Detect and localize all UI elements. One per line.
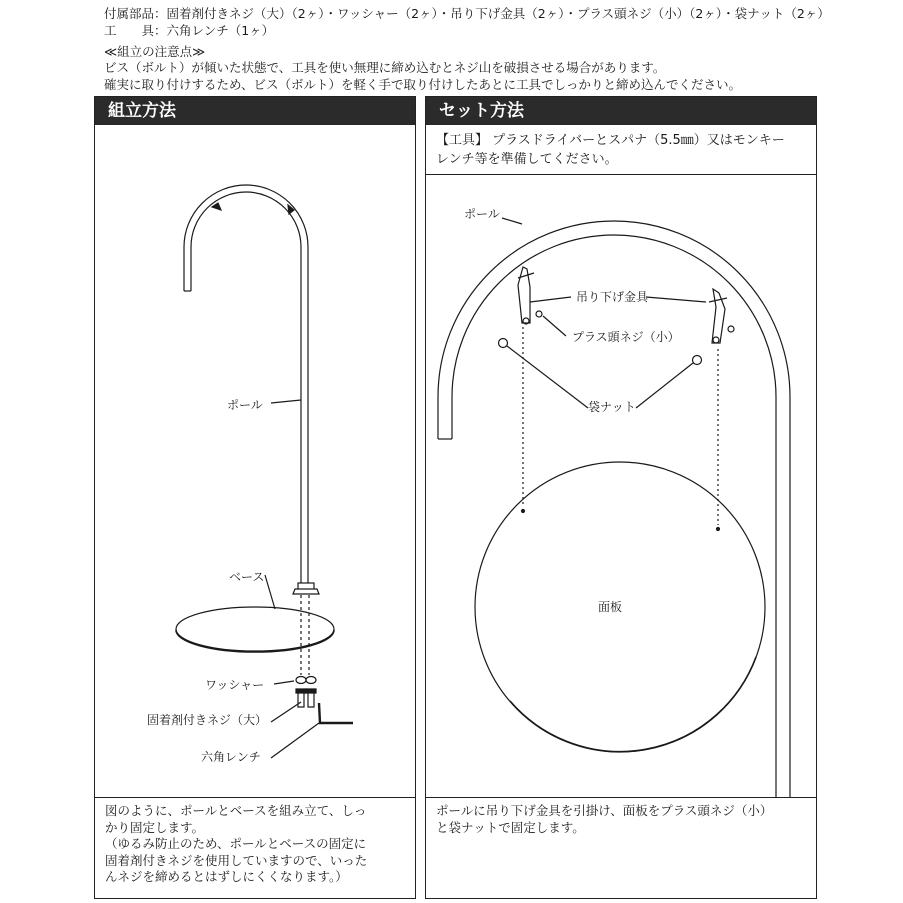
tools-list: 工 具：六角レンチ（1ヶ） [104, 23, 275, 38]
hanger-right [709, 289, 734, 343]
caption-line: と袋ナットで固定します。 [436, 819, 585, 835]
caption-line: 固着剤付きネジを使用していますので、いった [105, 852, 368, 868]
caption-line: かり固定します。 [105, 819, 205, 835]
pole-inner [191, 192, 301, 589]
label-screw-large: 固着剤付きネジ（大） [147, 713, 268, 727]
washer-1 [296, 677, 306, 684]
hanger-left [518, 267, 542, 324]
assembly-panel [94, 96, 416, 899]
assembly-caption [95, 797, 415, 898]
caption-line: ポールに吊り下げ金具を引掛け、面板をプラス頭ネジ（小） [436, 803, 773, 818]
hex-wrench [319, 703, 353, 723]
label-screw-small: プラス頭ネジ（小） [572, 330, 680, 344]
set-title: セット方法 [426, 97, 816, 125]
assembly-diagram [95, 97, 417, 797]
label-washer: ワッシャー [205, 678, 265, 692]
note-2: 確実に取り付けするため、ビス（ボルト）を軽く手で取り付けしたあとに工具でしっかりと締め込んでください。 [104, 77, 742, 92]
label-hanger: 吊り下げ金具 [576, 290, 649, 304]
notes-title: ≪組立の注意点≫ [104, 44, 206, 59]
label-cap-nut: 袋ナット [588, 400, 636, 414]
parts-list: 付属部品：固着剤付きネジ（大）（2ヶ）・ワッシャー（2ヶ）・吊り下げ金具（2ヶ）・プラス頭ネジ（小）（2ヶ）・袋ナット（2ヶ） [104, 6, 830, 21]
base-disc [176, 607, 334, 651]
label-pole: ポール [227, 398, 263, 412]
nut-right [693, 356, 702, 365]
pole-outer [184, 185, 308, 589]
caption-line: 図のように、ポールとベースを組み立て、しっ [105, 803, 367, 818]
label-hex-wrench: 六角レンチ [201, 750, 261, 764]
set-caption [426, 797, 816, 898]
caption-line: （ゆるみ防止のため、ポールとベースの固定に [105, 836, 367, 851]
nut-left [499, 339, 508, 348]
washer-2 [306, 677, 316, 684]
tools-line: レンチ等を準備してください。 [436, 152, 618, 167]
set-diagram [426, 97, 818, 797]
label-face-plate: 面板 [598, 600, 623, 614]
caption-line: んネジを締めるとはずしにくくなります。） [105, 869, 348, 884]
set-panel [425, 96, 817, 899]
tools-line: 【工具】 プラスドライバーとスパナ（5.5㎜）又はモンキー [436, 133, 785, 148]
label-set-pole: ポール [464, 207, 500, 221]
assembly-title: 組立方法 [95, 97, 415, 125]
note-1: ビス（ボルト）が傾いた状態で、工具を使い無理に締め込むとネジ山を破損させる場合があります。 [104, 60, 666, 75]
label-base: ベース [229, 570, 265, 584]
